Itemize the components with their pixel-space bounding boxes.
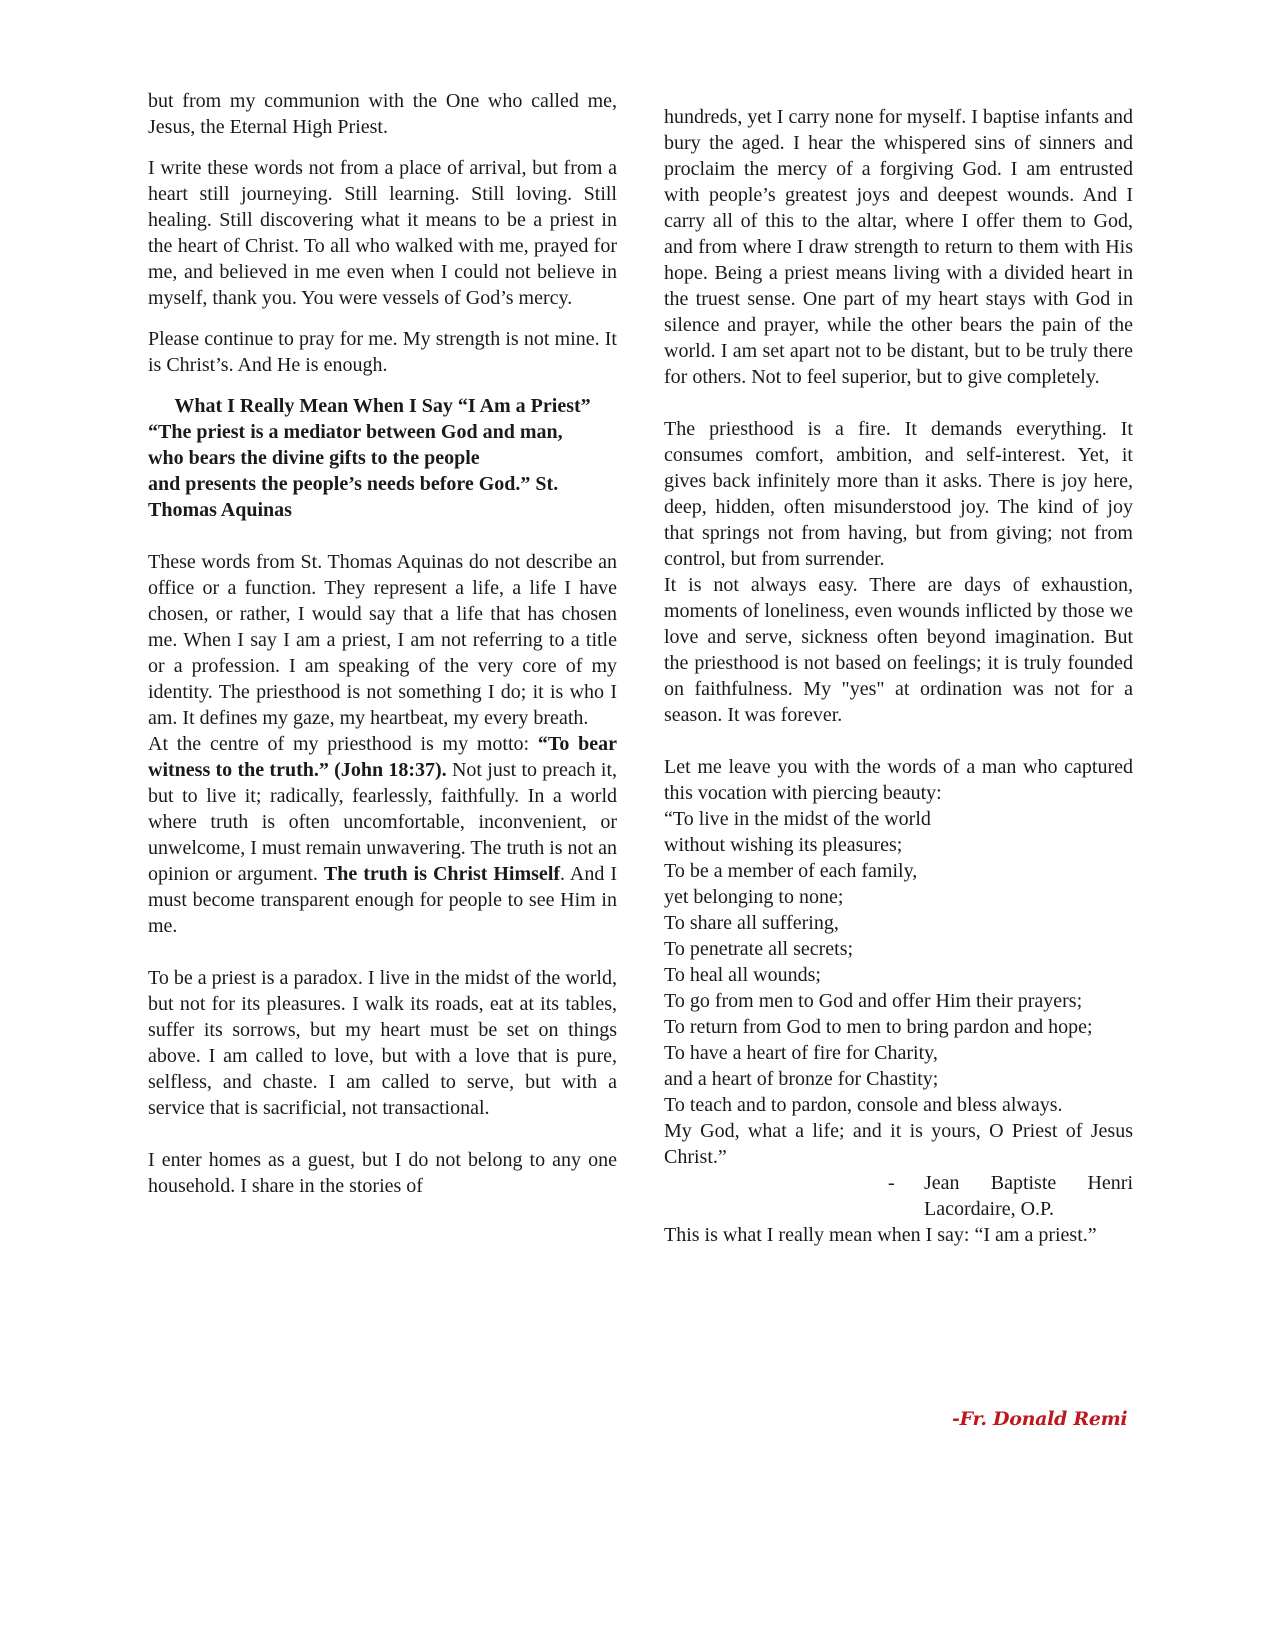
poem-line: and a heart of bronze for Chastity; [664, 1068, 939, 1090]
paragraph-hundreds: hundreds, yet I carry none for myself. I baptise infants and bury the aged. I hear the whispered sins of sinners and proclaim the mercy of a forgiving God. I am entrusted with people’s greatest joys and deepest wounds. And I carry all of this to the altar, where I offer them to God, and from where I draw strength to return to them with His hope. Being a priest means living with a divided heart in the truest sense. One part of my heart stays with God in silence and prayer, while the other bears the pain of the world. I am set apart not to be distant, but to be truly there for others. Not to feel superior, but to give completely. [664, 106, 1133, 388]
motto-intro-text: At the centre of my priesthood is my motto: [148, 733, 538, 755]
epigraph-line: who bears the divine gifts to the people [148, 447, 480, 469]
paragraph-paradox: To be a priest is a paradox. I live in the midst of the world, but not for its pleasures. I walk its roads, eat at its tables, suffer its sorrows, but my heart must be set on things above. I am called to love, but with a love that is pure, selfless, and chaste. I am called to serve, but with a service that is sacrificial, not transactional. [148, 967, 617, 1119]
poem-line: To penetrate all secrets; [664, 938, 854, 960]
poem-line: To have a heart of fire for Charity, [664, 1042, 938, 1064]
right-column [664, 104, 1133, 1248]
left-column [148, 88, 617, 1199]
attribution-author: Jean Baptiste Henri Lacordaire, O.P. [924, 1172, 1133, 1220]
poem-line: My God, what a life; and it is yours, O Priest of Jesus Christ.” [664, 1120, 1133, 1168]
paragraph-motto [148, 731, 617, 939]
poem-line: To be a member of each family, [664, 860, 918, 882]
section-heading: What I Really Mean When I Say “I Am a Priest” [174, 395, 591, 417]
lacordaire-poem [664, 806, 1133, 1170]
paragraph-closing: This is what I really mean when I say: “I am a priest.” [664, 1224, 1097, 1246]
motto-quote: “To bear witness to the truth.” (John 18:37). [148, 733, 617, 781]
paragraph-aquinas-words: These words from St. Thomas Aquinas do not describe an office or a function. They represent a life, a life I have chosen, or rather, I would say that a life that has chosen me. When I say I am a priest, I am not referring to a title or a profession. I am speaking of the very core of my identity. The priesthood is not something I do; it is who I am. It defines my gaze, my heartbeat, my every breath. [148, 551, 617, 729]
motto-body-text: Not just to preach it, but to live it; radically, fearlessly, faithfully. In a world where truth is often uncomfortable, inconvenient, or unwelcome, I must remain unwavering. The truth is not an opinion or argument. [148, 759, 618, 885]
poem-line: To share all suffering, [664, 912, 839, 934]
paragraph-journeying: I write these words not from a place of arrival, but from a heart still journeying. Still learning. Still loving. Still healing. Still discovering what it means to be a priest in the heart of Christ. To all who walked with me, prayed for me, and believed in me even when I could not believe in myself, thank you. You were vessels of God’s mercy. [148, 157, 617, 309]
paragraph-not-easy: It is not always easy. There are days of exhaustion, moments of loneliness, even wounds inflicted by those we love and serve, sickness often beyond imagination. But the priesthood is not based on feelings; it is truly founded on faithfulness. My "yes" at ordination was not for a season. It was forever. [664, 574, 1133, 726]
poem-line: “To live in the midst of the world [664, 808, 931, 830]
poem-line: To heal all wounds; [664, 964, 821, 986]
poem-line: To go from men to God and offer Him their prayers; [664, 990, 1083, 1012]
paragraph-homes: I enter homes as a guest, but I do not belong to any one household. I share in the stories of [148, 1149, 617, 1197]
paragraph-pray-for-me: Please continue to pray for me. My strength is not mine. It is Christ’s. And He is enough. [148, 328, 617, 376]
attribution-dash: - [888, 1172, 895, 1194]
paragraph-lacordaire-intro: Let me leave you with the words of a man who captured this vocation with piercing beauty: [664, 756, 1133, 804]
poem-line: To teach and to pardon, console and bless always. [664, 1094, 1063, 1116]
poem-attribution [664, 1170, 1133, 1222]
poem-line: without wishing its pleasures; [664, 834, 903, 856]
poem-line: To return from God to men to bring pardon and hope; [664, 1016, 1093, 1038]
paragraph-communion: but from my communion with the One who called me, Jesus, the Eternal High Priest. [148, 90, 617, 138]
motto-closing-text: . And I must become transparent enough for people to see Him in me. [148, 863, 617, 937]
epigraph-quote [148, 419, 617, 523]
epigraph-line: and presents the people’s needs before God.” St. Thomas Aquinas [148, 473, 559, 521]
epigraph-line: “The priest is a mediator between God and man, [148, 421, 563, 443]
poem-line: yet belonging to none; [664, 886, 844, 908]
paragraph-fire: The priesthood is a fire. It demands everything. It consumes comfort, ambition, and self-interest. Yet, it gives back infinitely more than it asks. There is joy here, deep, hidden, often misunderstood joy. The kind of joy that springs not from having, but from giving; not from control, but from surrender. [664, 418, 1133, 570]
truth-statement: The truth is Christ Himself [323, 863, 561, 885]
author-signature: -Fr. Donald Remi [952, 1408, 1128, 1430]
